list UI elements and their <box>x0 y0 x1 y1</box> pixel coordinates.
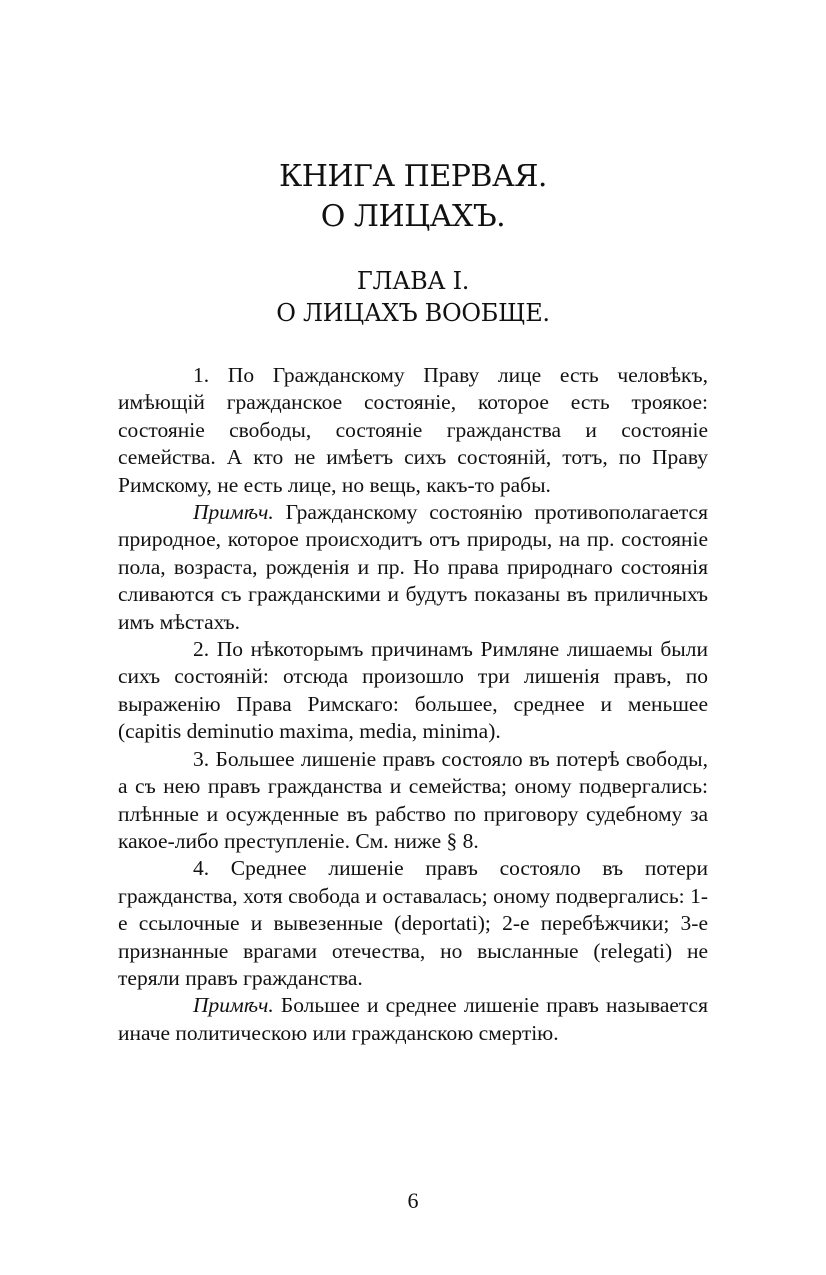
book-title-line-2: О ЛИЦАХЪ. <box>320 199 506 234</box>
paragraph-1 <box>118 362 708 499</box>
note-1 <box>118 499 708 636</box>
note-label: Примѣч. <box>193 993 274 1018</box>
note-label: Примѣч. <box>193 500 274 525</box>
paragraph-4 <box>118 855 708 992</box>
book-title-line-1: КНИГА ПЕРВАЯ. <box>279 159 547 194</box>
paragraph-4-text: 4. Среднее лишеніе правъ состояло въ потери гражданства, хотя свобода и оставалась; оному подвергались: 1-е ссылочные и вывезенные (deportati); 2-е перебѣжчики; 3-е признанные врагами отечества, но высланные (relegati) не теряли правъ гражданства. <box>118 856 708 990</box>
book-title <box>0 157 826 237</box>
note-2 <box>118 992 708 1047</box>
paragraph-3-text: 3. Большее лишеніе правъ состояло въ потерѣ свободы, а съ нею правъ гражданства и семейства; оному подвергались: плѣнные и осужденные въ рабство по приговору судебному за какое-либо преступленіе. См. ниже § 8. <box>118 746 708 853</box>
chapter-title <box>0 265 826 329</box>
paragraph-2-text: 2. По нѣкоторымъ причинамъ Римляне лишаемы были сихъ состояній: отсюда произошло три лишенія правъ, по выраженію Права Римскаго: большее, среднее и меньшее (capitis deminutio maxima, media, minima). <box>118 637 708 744</box>
paragraph-1-text: 1. По Гражданскому Праву лице есть человѣкъ, имѣющій гражданское состояніе, которое есть троякое: состояніе свободы, состояніе гражданства и состояніе семейства. А кто не имѣетъ сихъ состояній, тотъ, по Праву Римскому, не есть лице, но вещь, какъ-то рабы. <box>118 363 708 497</box>
note-2-text: Большее и среднее лишеніе правъ называется иначе политическою или гражданскою смертію. <box>118 993 708 1045</box>
chapter-title-line-1: ГЛАВА I. <box>356 267 470 295</box>
page-number: 6 <box>407 1188 419 1213</box>
paragraph-2 <box>118 636 708 746</box>
body-text <box>118 362 708 1047</box>
note-1-text: Гражданскому состоянію противополагается природное, которое происходитъ отъ природы, на пр. состояніе пола, возраста, рожденія и пр. Но права природнаго состоянія сливаются съ гражданскими и будутъ показаны въ приличныхъ имъ мѣстахъ. <box>118 500 708 634</box>
chapter-title-line-2: О ЛИЦАХЪ ВООБЩЕ. <box>276 299 550 327</box>
paragraph-3 <box>118 746 708 856</box>
